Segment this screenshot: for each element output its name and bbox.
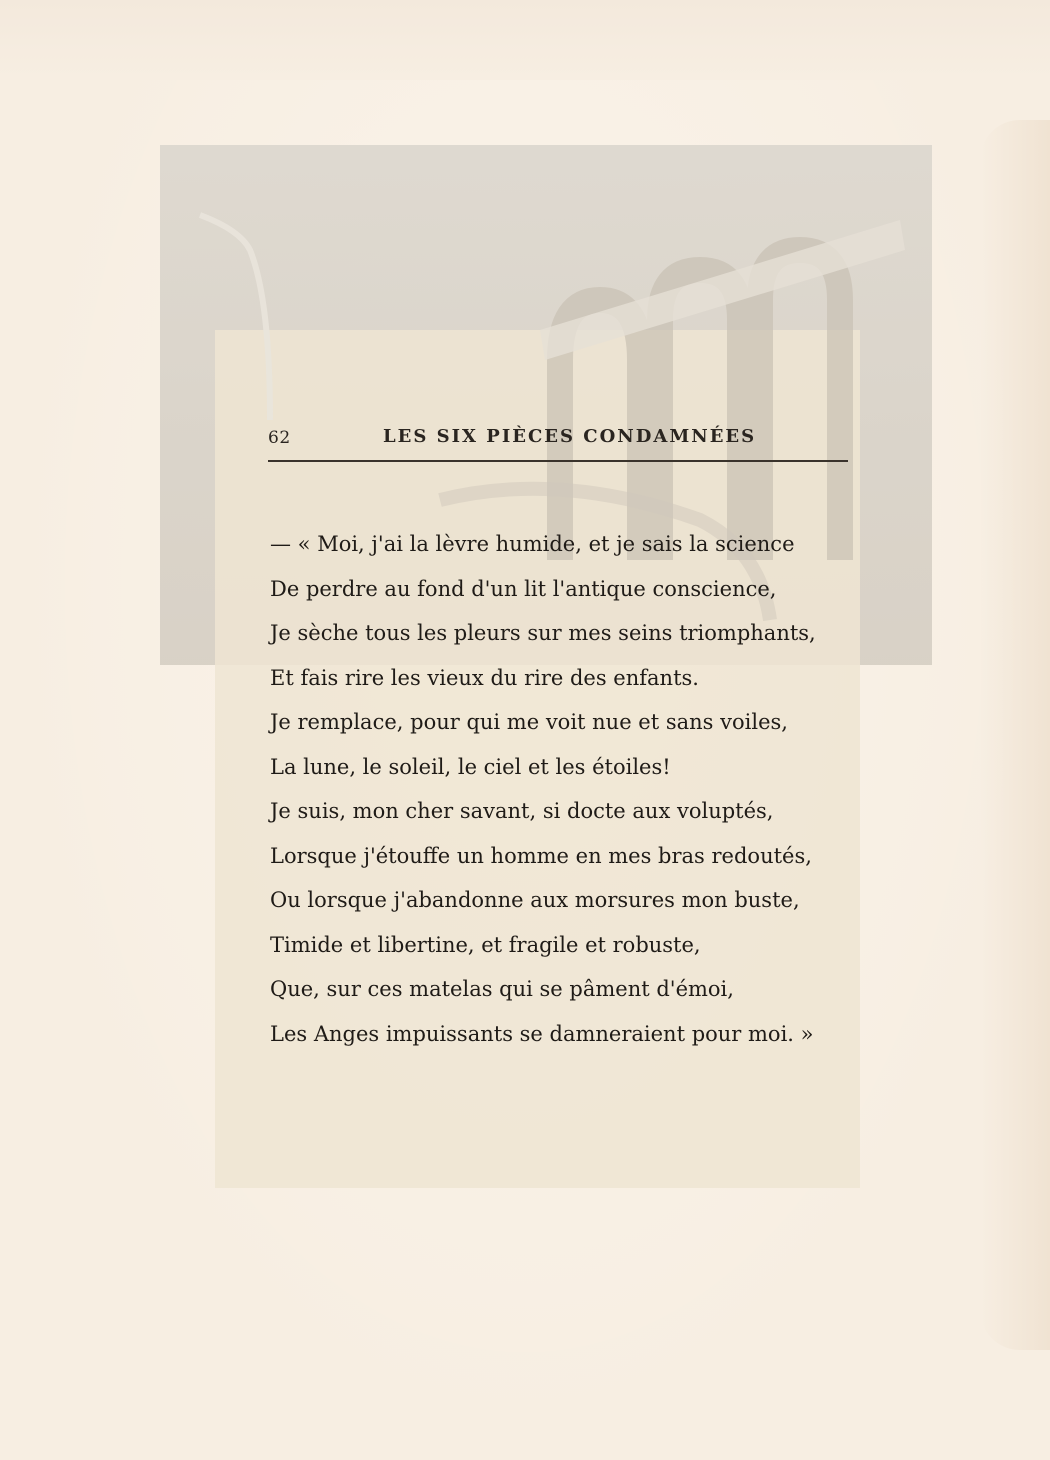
poem-line: Les Anges impuissants se damneraient pour moi. » — [270, 1021, 814, 1046]
poem-line: Ou lorsque j'abandonne aux morsures mon buste, — [270, 888, 800, 912]
page-number: 62 — [268, 428, 291, 448]
poem-line: De perdre au fond d'un lit l'antique conscience, — [270, 576, 777, 601]
poem-line: Je sèche tous les pleurs sur mes seins triomphants, — [270, 621, 816, 645]
poem-line: Et fais rire les vieux du rire des enfants. — [270, 665, 699, 690]
poem-text — [270, 522, 870, 1056]
running-title: LES SIX PIÈCES CONDAMNÉES — [383, 426, 757, 447]
poem-line: Je suis, mon cher savant, si docte aux voluptés, — [270, 799, 774, 823]
poem-line: Je remplace, pour qui me voit nue et sans voiles, — [270, 710, 788, 734]
poem-line: Timide et libertine, et fragile et robuste, — [270, 932, 701, 957]
poem-line: La lune, le soleil, le ciel et les étoiles! — [270, 754, 671, 779]
header-rule — [268, 460, 848, 462]
poem-line: — « Moi, j'ai la lèvre humide, et je sais la science — [270, 532, 795, 556]
poem-line: Lorsque j'étouffe un homme en mes bras redoutés, — [270, 843, 812, 868]
poem-line: Que, sur ces matelas qui se pâment d'émoi, — [270, 977, 734, 1001]
running-head — [268, 426, 848, 456]
